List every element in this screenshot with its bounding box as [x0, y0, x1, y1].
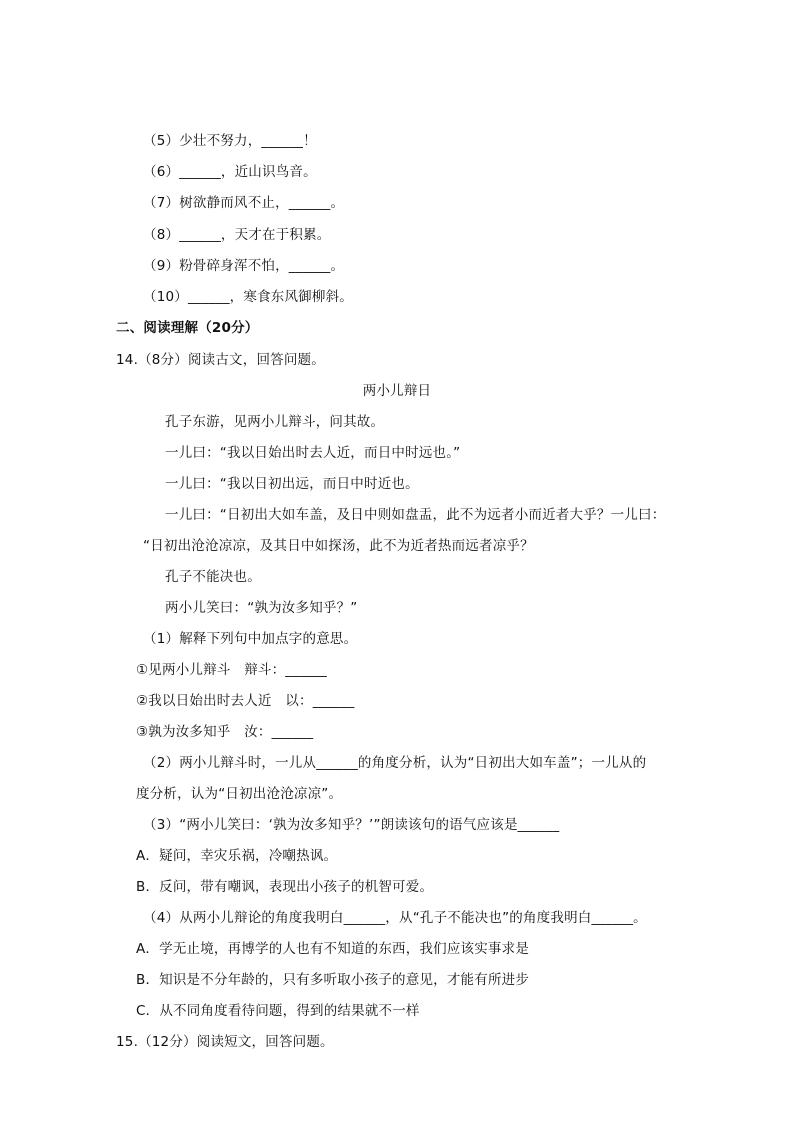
subquestion-1-item-1: ①见两小儿辩斗 辩斗：______ [136, 662, 328, 678]
fill-item-7: （7）树欲静而风不止，______。 [143, 195, 345, 211]
option-c: C．从不同角度看待问题，得到的结果就不一样 [136, 1003, 420, 1019]
passage-line: 孔子东游，见两小儿辩斗，问其故。 [165, 414, 385, 430]
question-14: 14.（8分）阅读古文，回答问题。 [116, 352, 325, 368]
passage-line: 一儿曰：“日初出大如车盖，及日中则如盘盂，此不为远者小而近者大乎？一儿曰： [165, 507, 666, 523]
option-b: B．知识是不分年龄的，只有多听取小孩子的意见，才能有所进步 [136, 972, 530, 988]
option-a: A．疑问，幸灾乐祸，冷嘲热讽。 [136, 848, 338, 864]
passage-line: 一儿曰：“我以日始出时去人近，而日中时远也。” [165, 445, 461, 461]
subquestion-2: （2）两小儿辩斗时，一儿从______的角度分析，认为“日初出大如车盖”；一儿从的 [143, 755, 647, 771]
fill-item-6: （6）______，近山识鸟音。 [143, 164, 317, 180]
passage-title: 两小儿辩日 [362, 383, 432, 399]
subquestion-4: （4）从两小儿辩论的角度我明白______，从“孔子不能决也”的角度我明白______。 [143, 910, 647, 926]
passage-line: 一儿曰：“我以日初出远，而日中时近也。 [165, 476, 419, 492]
section-heading: 二、阅读理解（20分） [116, 320, 259, 336]
passage-line: 两小儿笑曰：“孰为汝多知乎？” [165, 600, 358, 616]
passage-line: “日初出沧沧凉凉，及其日中如探汤，此不为近者热而远者凉乎？ [143, 538, 534, 554]
subquestion-2-cont: 度分析，认为“日初出沧沧凉凉”。 [136, 786, 343, 802]
subquestion-1-item-3: ③孰为汝多知乎 汝：______ [136, 724, 314, 740]
subquestion-1-item-2: ②我以日始出时去人近 以：______ [136, 693, 355, 709]
fill-item-8: （8）______，天才在于积累。 [143, 227, 331, 243]
question-15: 15.（12分）阅读短文，回答问题。 [116, 1034, 334, 1050]
option-b: B．反问，带有嘲讽，表现出小孩子的机智可爱。 [136, 879, 434, 895]
option-a: A．学无止境，再博学的人也有不知道的东西，我们应该实事求是 [136, 941, 530, 957]
fill-item-10: （10）______，寒食东风御柳斜。 [143, 289, 353, 305]
subquestion-3: （3）“两小儿笑曰：‘孰为汝多知乎？’”朗读该句的语气应该是______ [143, 817, 560, 833]
passage-line: 孔子不能决也。 [165, 569, 261, 585]
subquestion-1: （1）解释下列句中加点字的意思。 [143, 631, 358, 647]
fill-item-9: （9）粉骨碎身浑不怕，______。 [143, 258, 345, 274]
fill-item-5: （5）少壮不努力，______！ [143, 133, 317, 149]
